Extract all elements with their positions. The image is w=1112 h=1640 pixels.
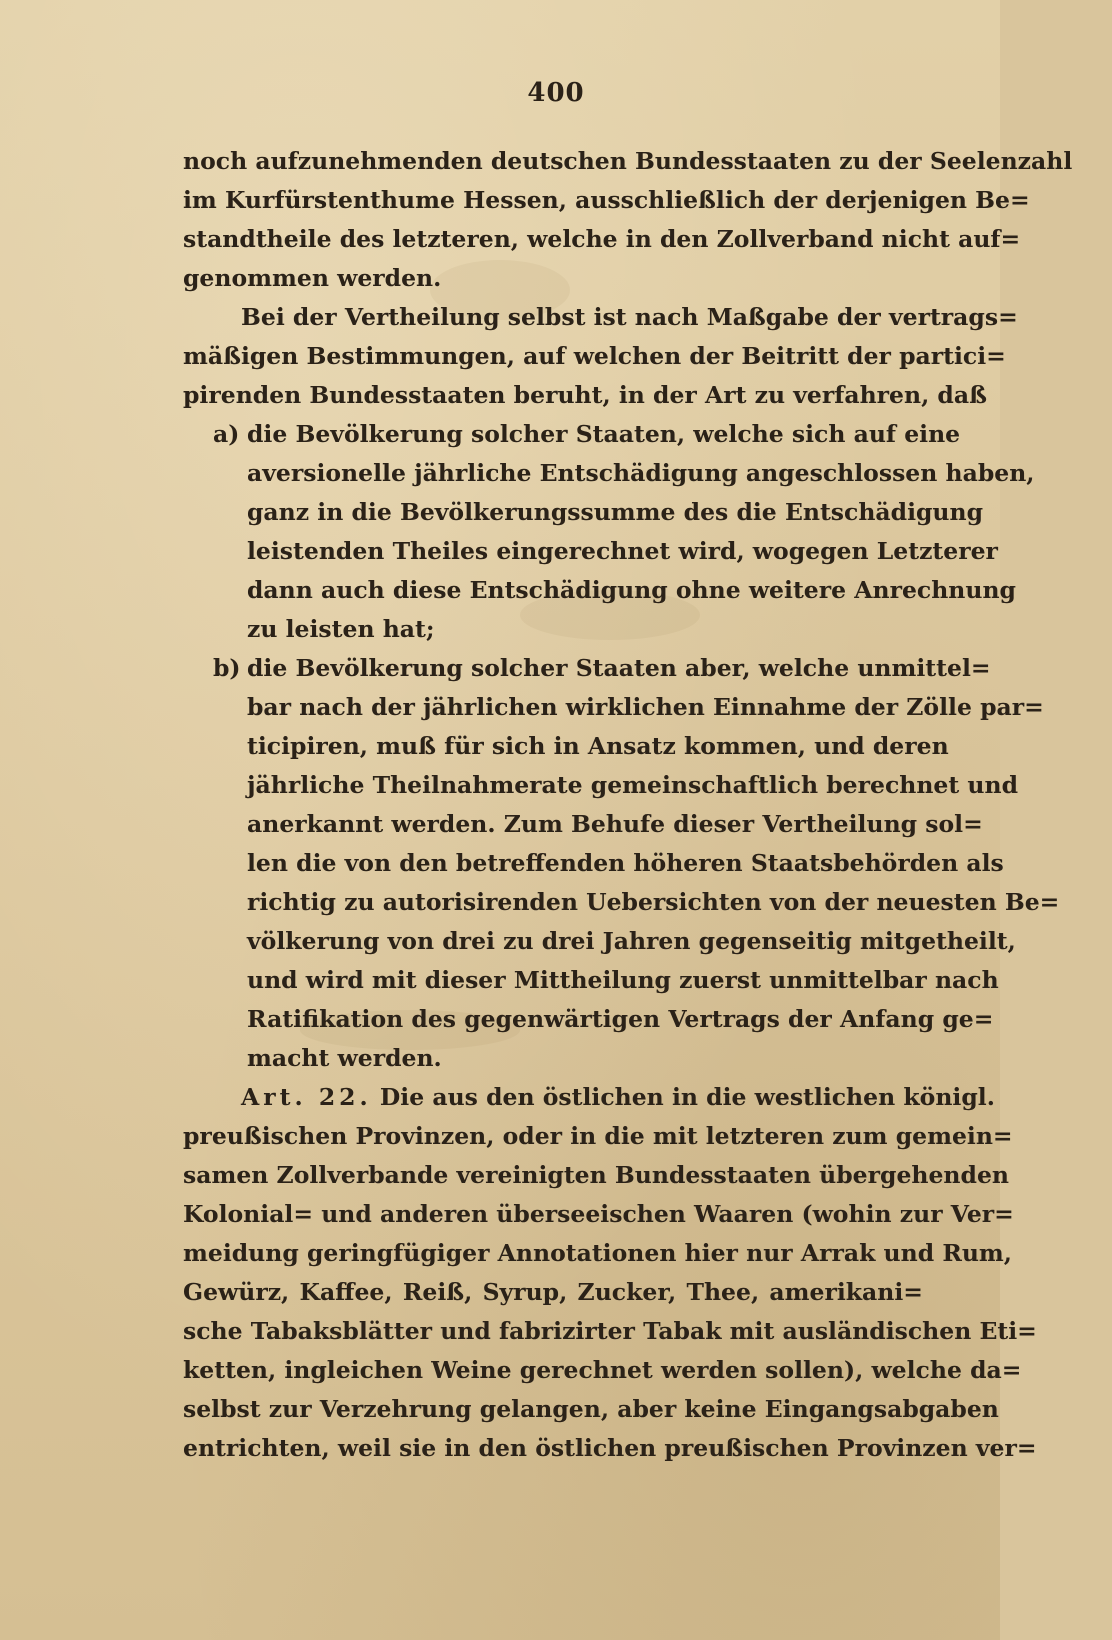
text-line: Gewürz, Kaffee, Reiß, Syrup, Zucker, Thee, amerikani=	[183, 1278, 923, 1306]
text-line: entrichten, weil sie in den östlichen preußischen Provinzen ver=	[183, 1434, 1037, 1462]
text-line: genommen werden.	[183, 264, 442, 292]
text-line: mäßigen Bestimmungen, auf welchen der Beitritt der partici=	[183, 342, 1006, 370]
text-line: leistenden Theiles eingerechnet wird, wogegen Letzterer	[247, 537, 998, 565]
text-line: ticipiren, muß für sich in Ansatz kommen, und deren	[247, 732, 949, 760]
text-line: anerkannt werden. Zum Behufe dieser Vertheilung sol=	[247, 810, 983, 838]
text-line: len die von den betreffenden höheren Staatsbehörden als	[247, 849, 1004, 877]
text-line: sche Tabaksblätter und fabrizirter Tabak mit ausländischen Eti=	[183, 1317, 1037, 1345]
text-line: selbst zur Verzehrung gelangen, aber keine Eingangsabgaben	[183, 1395, 999, 1423]
text-line: zu leisten hat;	[247, 615, 435, 643]
article-number: Art. 22.	[241, 1083, 372, 1111]
text-line: richtig zu autorisirenden Uebersichten von der neuesten Be=	[247, 888, 1060, 916]
text-line: bar nach der jährlichen wirklichen Einnahme der Zölle par=	[247, 693, 1044, 721]
text-line: völkerung von drei zu drei Jahren gegenseitig mitgetheilt,	[247, 927, 1016, 955]
text-line: ketten, ingleichen Weine gerechnet werden sollen), welche da=	[183, 1356, 1022, 1384]
text-line: samen Zollverbande vereinigten Bundesstaaten übergehenden	[183, 1161, 1009, 1189]
list-item-a	[183, 415, 961, 454]
text-line: und wird mit dieser Mittheilung zuerst unmittelbar nach	[247, 966, 999, 994]
text-line: standtheile des letzteren, welche in den Zollverband nicht auf=	[183, 225, 1021, 253]
text-line: Bei der Vertheilung selbst ist nach Maßgabe der vertrags=	[241, 303, 1018, 331]
text-line: im Kurfürstenthume Hessen, ausschließlich der derjenigen Be=	[183, 186, 1030, 214]
text-line: aversionelle jährliche Entschädigung angeschlossen haben,	[247, 459, 1035, 487]
text-line: die Bevölkerung solcher Staaten aber, welche unmittel=	[247, 654, 991, 682]
text-line: meidung geringfügiger Annotationen hier nur Arrak und Rum,	[183, 1239, 1012, 1267]
text-line: ganz in die Bevölkerungssumme des die Entschädigung	[247, 498, 984, 526]
text-line: Die aus den östlichen in die westlichen königl.	[379, 1083, 995, 1111]
text-line: dann auch diese Entschädigung ohne weitere Anrechnung	[247, 576, 1016, 604]
text-line: jährliche Theilnahmerate gemeinschaftlich berechnet und	[247, 771, 1019, 799]
list-marker-b: b)	[213, 654, 241, 682]
text-line: noch aufzunehmenden deutschen Bundesstaaten zu der Seelenzahl	[183, 147, 1073, 175]
page-number: 400	[527, 78, 585, 108]
list-marker-a: a)	[213, 420, 240, 448]
article-heading-line	[183, 1078, 995, 1117]
text-line: macht werden.	[247, 1044, 442, 1072]
text-line: Kolonial= und anderen überseeischen Waaren (wohin zur Ver=	[183, 1200, 1014, 1228]
text-line: pirenden Bundesstaaten beruht, in der Art zu verfahren, daß	[183, 381, 987, 409]
body-text	[183, 142, 1073, 1468]
list-item-b	[183, 649, 991, 688]
text-line: Ratifikation des gegenwärtigen Vertrags der Anfang ge=	[247, 1005, 994, 1033]
text-line: die Bevölkerung solcher Staaten, welche sich auf eine	[247, 420, 961, 448]
text-line: preußischen Provinzen, oder in die mit letzteren zum gemein=	[183, 1122, 1013, 1150]
